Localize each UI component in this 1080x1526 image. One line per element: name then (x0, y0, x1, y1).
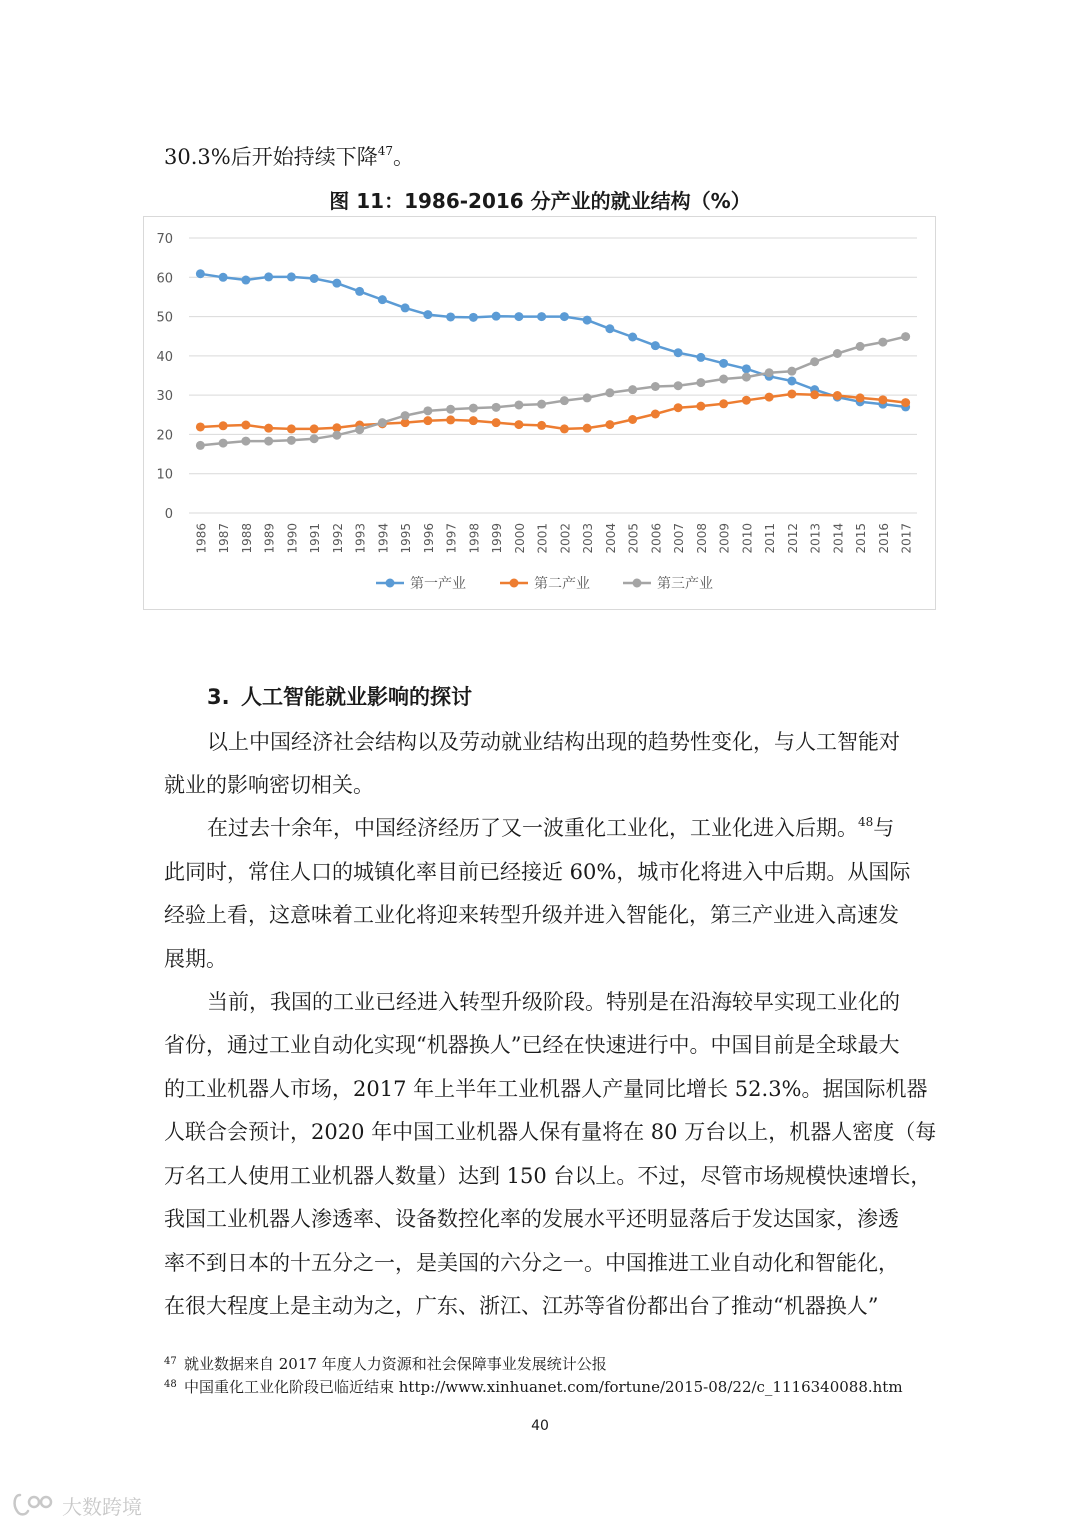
paragraph-line: 经验上看，这意味着工业化将迎来转型升级并进入智能化，第三产业进入高速发 (164, 903, 899, 927)
data-point (560, 312, 569, 321)
data-point (719, 375, 728, 384)
data-point (401, 411, 410, 420)
x-tick-label: 1988 (239, 523, 254, 554)
legend-label: 第一产业 (410, 576, 466, 592)
data-point (901, 332, 910, 341)
data-point (423, 310, 432, 319)
data-point (287, 272, 296, 281)
x-tick-label: 1987 (217, 523, 232, 554)
x-tick-label: 2007 (672, 523, 687, 554)
x-tick-label: 2006 (649, 523, 664, 554)
data-point (446, 312, 455, 321)
data-point (560, 424, 569, 433)
footnote-link[interactable]: 中国重化工业化阶段已临近结束 http://www.xinhuanet.com/fortune/2015-08/22/c_1116340088.htm (184, 1378, 903, 1396)
x-tick-label: 1986 (194, 523, 209, 554)
y-tick-label: 50 (156, 310, 173, 326)
data-point (878, 338, 887, 347)
data-point (878, 395, 887, 404)
data-point (833, 349, 842, 358)
x-tick-label: 2015 (854, 523, 869, 554)
data-point (219, 421, 228, 430)
data-point (605, 324, 614, 333)
x-tick-label: 2009 (717, 523, 732, 554)
x-tick-label: 2003 (581, 523, 596, 554)
footnote-48: 48 中国重化工业化阶段已临近结束 http://www.xinhuanet.com/fortune/2015-08/22/c_1116340088.htm (164, 1378, 903, 1396)
x-tick-label: 2017 (899, 523, 914, 554)
data-point (719, 359, 728, 368)
data-point (355, 425, 364, 434)
watermark (10, 1488, 142, 1522)
data-point (219, 439, 228, 448)
x-tick-label: 2013 (808, 523, 823, 554)
data-point (446, 405, 455, 414)
data-point (287, 424, 296, 433)
data-point (537, 421, 546, 430)
footnote-47: 47 就业数据来自 2017 年度人力资源和社会保障事业发展统计公报 (164, 1355, 607, 1373)
data-point (674, 381, 683, 390)
data-point (833, 391, 842, 400)
data-point (196, 441, 205, 450)
page-number: 40 (531, 1418, 549, 1434)
x-tick-label: 2005 (626, 523, 641, 554)
data-point (787, 367, 796, 376)
data-point (651, 341, 660, 350)
y-tick-label: 20 (156, 428, 173, 444)
data-point (241, 421, 250, 430)
footnote-ref[interactable]: 47 (377, 144, 393, 158)
x-tick-label: 1993 (353, 523, 368, 554)
data-point (469, 313, 478, 322)
data-point (514, 420, 523, 429)
data-point (241, 276, 250, 285)
series-line-1 (200, 274, 905, 407)
y-tick-label: 60 (156, 271, 173, 287)
data-point (765, 368, 774, 377)
data-point (742, 373, 751, 382)
data-point (378, 295, 387, 304)
x-tick-label: 1997 (444, 523, 459, 554)
data-point (264, 437, 273, 446)
y-tick-label: 30 (156, 389, 173, 405)
x-tick-label: 2014 (831, 523, 846, 554)
data-point (651, 410, 660, 419)
data-point (856, 393, 865, 402)
data-point (696, 353, 705, 362)
data-point (628, 415, 637, 424)
data-point (514, 312, 523, 321)
data-point (355, 287, 364, 296)
data-point (492, 403, 501, 412)
data-point (583, 316, 592, 325)
y-tick-label: 40 (156, 349, 173, 365)
data-point (469, 416, 478, 425)
x-tick-label: 1996 (421, 523, 436, 554)
data-point (423, 416, 432, 425)
chart-svg (144, 217, 935, 609)
x-tick-label: 2008 (694, 523, 709, 554)
data-point (674, 403, 683, 412)
data-point (651, 382, 660, 391)
data-point (810, 357, 819, 366)
x-tick-label: 1995 (399, 523, 414, 554)
data-point (264, 424, 273, 433)
legend-label: 第三产业 (657, 576, 713, 592)
paragraph-line: 30.3%后开始持续下降$^{47}$。 (164, 144, 414, 169)
data-point (219, 273, 228, 282)
data-point (241, 437, 250, 446)
data-point (765, 393, 774, 402)
data-point (674, 348, 683, 357)
data-point (787, 389, 796, 398)
series-line-2 (200, 394, 905, 429)
data-point (901, 398, 910, 407)
paragraph-line: 人联合会预计，2020 年中国工业机器人保有量将在 80 万台以上，机器人密度（每 (164, 1120, 937, 1144)
data-point (310, 424, 319, 433)
data-point (696, 402, 705, 411)
x-tick-label: 2002 (558, 523, 573, 554)
data-point (537, 400, 546, 409)
data-point (583, 424, 592, 433)
section-title: 人工智能就业影响的探讨 (241, 685, 472, 709)
paragraph-line: 就业的影响密切相关。 (164, 773, 374, 797)
footnote-ref[interactable]: 48 (858, 815, 874, 829)
section-number: 3. (207, 685, 230, 709)
x-tick-label: 1991 (308, 523, 323, 554)
data-point (742, 396, 751, 405)
legend-marker (510, 579, 519, 588)
data-point (537, 312, 546, 321)
paragraph-line: 以上中国经济社会结构以及劳动就业结构出现的趋势性变化，与人工智能对 (207, 730, 900, 754)
x-tick-label: 2016 (876, 523, 891, 554)
paragraph-line: 我国工业机器人渗透率、设备数控化率的发展水平还明显落后于发达国家，渗透 (164, 1207, 899, 1231)
section-heading (207, 682, 472, 712)
legend-marker (633, 579, 642, 588)
data-point (287, 436, 296, 445)
data-point (332, 431, 341, 440)
x-tick-label: 1998 (467, 523, 482, 554)
data-point (628, 333, 637, 342)
employment-structure-chart (143, 216, 936, 610)
data-point (332, 279, 341, 288)
x-tick-label: 1990 (285, 523, 300, 554)
data-point (446, 415, 455, 424)
data-point (378, 418, 387, 427)
x-tick-label: 2001 (535, 523, 550, 554)
data-point (787, 377, 796, 386)
paragraph-line: 的工业机器人市场，2017 年上半年工业机器人产量同比增长 52.3%。据国际机器 (164, 1077, 928, 1101)
data-point (310, 274, 319, 283)
x-tick-label: 2004 (603, 523, 618, 554)
watermark-text: 大数跨境 (62, 1494, 142, 1519)
data-point (742, 364, 751, 373)
legend-label: 第二产业 (534, 576, 590, 592)
data-point (492, 418, 501, 427)
x-tick-label: 1994 (376, 523, 391, 554)
y-tick-label: 10 (156, 467, 173, 483)
x-tick-label: 2012 (785, 523, 800, 554)
y-tick-label: 70 (156, 232, 173, 247)
data-point (423, 406, 432, 415)
legend-marker (386, 579, 395, 588)
paragraph-line: 省份，通过工业自动化实现“机器换人”已经在快速进行中。中国目前是全球最大 (164, 1033, 900, 1057)
x-tick-label: 1992 (330, 523, 345, 554)
brand-logo-icon (10, 1491, 56, 1519)
data-point (310, 434, 319, 443)
data-point (196, 422, 205, 431)
data-point (492, 312, 501, 321)
data-point (583, 393, 592, 402)
data-point (196, 269, 205, 278)
x-tick-label: 2000 (512, 523, 527, 554)
paragraph-line: 此同时，常住人口的城镇化率目前已经接近 60%，城市化将进入中后期。从国际 (164, 860, 911, 884)
paragraph-line: 万名工人使用工业机器人数量）达到 150 台以上。不过，尽管市场规模快速增长， (164, 1164, 932, 1188)
data-point (605, 388, 614, 397)
data-point (719, 399, 728, 408)
data-point (810, 390, 819, 399)
paragraph-line: 率不到日本的十五分之一，是美国的六分之一。中国推进工业自动化和智能化， (164, 1251, 899, 1275)
data-point (856, 342, 865, 351)
data-point (560, 396, 569, 405)
x-tick-label: 1989 (262, 523, 277, 554)
x-tick-label: 2011 (763, 523, 778, 554)
x-tick-label: 1999 (490, 523, 505, 554)
data-point (264, 272, 273, 281)
paragraph-line: 展期。 (164, 947, 227, 971)
data-point (514, 400, 523, 409)
paragraph-line: 在过去十余年，中国经济经历了又一波重化工业化，工业化进入后期。$^{48}$与 (207, 815, 895, 840)
paragraph-line: 当前，我国的工业已经进入转型升级阶段。特别是在沿海较早实现工业化的 (207, 990, 900, 1014)
figure-title: 图 11：1986-2016 分产业的就业结构（%） (329, 189, 751, 213)
y-tick-label: 0 (164, 507, 173, 522)
x-tick-label: 2010 (740, 523, 755, 554)
data-point (605, 420, 614, 429)
data-point (628, 385, 637, 394)
data-point (469, 404, 478, 413)
paragraph-line: 在很大程度上是主动为之，广东、浙江、江苏等省份都出台了推动“机器换人” (164, 1294, 879, 1318)
data-point (696, 378, 705, 387)
data-point (401, 303, 410, 312)
